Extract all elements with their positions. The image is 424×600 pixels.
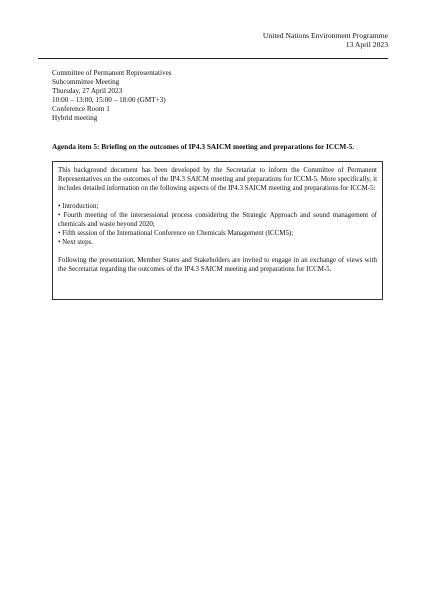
list-item: • Fourth meeting of the intersessional process considering the Strategic Approach and sound management of chemicals and waste beyond 2020; bbox=[58, 211, 377, 228]
agenda-item-title: Agenda item 5: Briefing on the outcomes of IP4.3 SAICM meeting and preparations for ICCM-5. bbox=[52, 142, 355, 151]
meeting-date: Thursday, 27 April 2023 bbox=[52, 87, 123, 96]
header-divider bbox=[38, 58, 388, 59]
paragraph-gap bbox=[58, 247, 377, 256]
document-header bbox=[263, 31, 388, 49]
meeting-format: Hybrid meeting bbox=[52, 114, 98, 123]
document-date: 13 April 2023 bbox=[345, 40, 388, 50]
list-item: • Introduction; bbox=[58, 202, 99, 210]
meeting-time: 10:00 – 13:00, 15:00 – 18:00 (GMT+3) bbox=[52, 96, 166, 105]
list-item: • Fifth session of the International Conference on Chemicals Management (ICCM5); bbox=[58, 229, 294, 237]
meeting-info bbox=[52, 69, 172, 124]
summary-closing: Following the presentation, Member States and Stakeholders are invited to engage in an exchange of views with the Secretariat regarding the outcomes of the IP4.3 SAICM meeting and preparations for ICCM-5. bbox=[58, 256, 377, 273]
summary-box bbox=[52, 161, 383, 300]
meeting-room: Conference Room 1 bbox=[52, 105, 110, 114]
organization-name: United Nations Environment Programme bbox=[262, 31, 388, 40]
aspect-list bbox=[58, 202, 377, 247]
meeting-type: Subcommittee Meeting bbox=[52, 78, 120, 87]
paragraph-gap bbox=[58, 193, 377, 202]
meeting-committee: Committee of Permanent Representatives bbox=[52, 69, 172, 77]
summary-intro: This background document has been developed by the Secretariat to inform the Committee of Permanent Representatives on the outcomes of the IP4.3 SAICM meeting and preparations for ICCM-5. More specifically, it includes detailed information on the following aspects of the IP4.3 SAICM meeting and preparations for ICCM-5: bbox=[58, 166, 377, 192]
list-item: • Next steps. bbox=[58, 238, 93, 246]
